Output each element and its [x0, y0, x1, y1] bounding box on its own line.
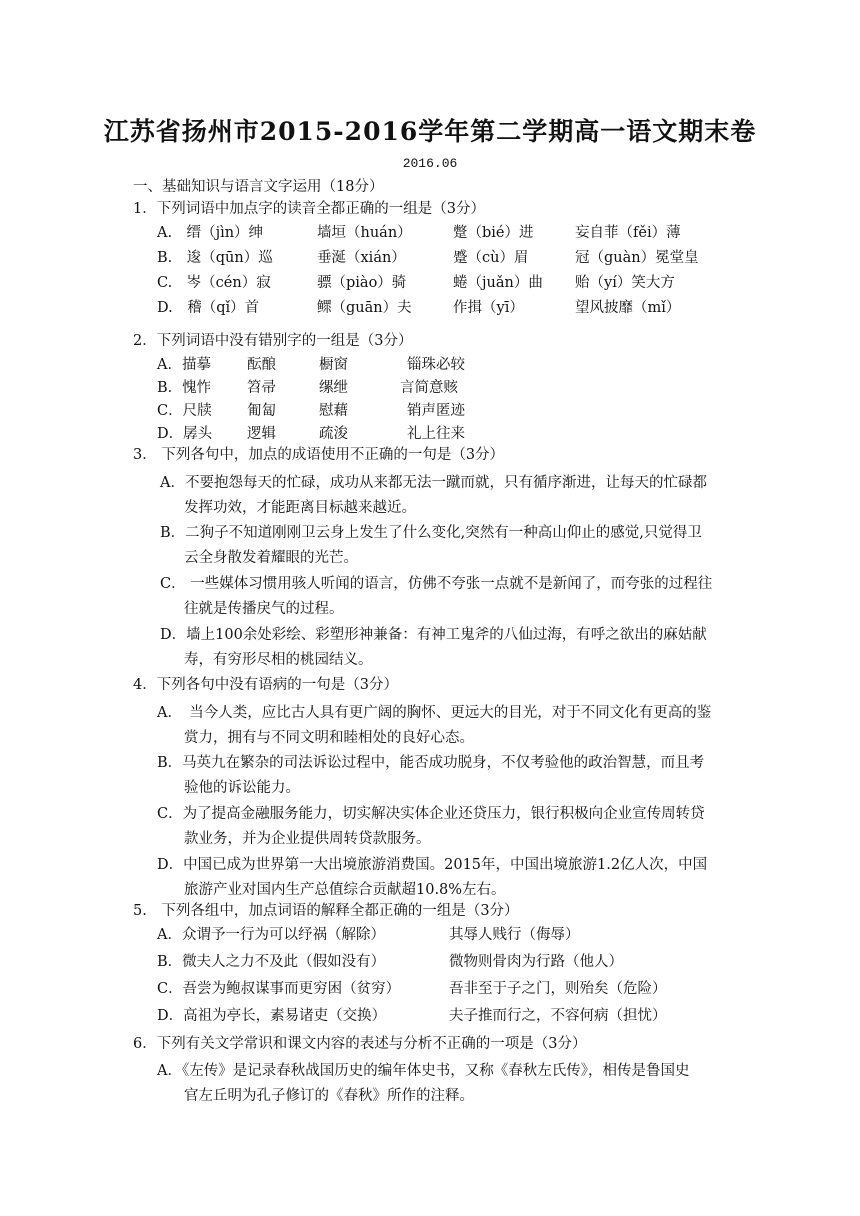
q3-line-1: A．不要抱怨每天的忙碌，成功从来都无法一蹴而就，只有循序渐进，让每天的忙碌都	[160, 475, 707, 491]
q2-b-2: 笤帚	[247, 380, 276, 396]
q1-d-3: 作揖（yī）	[453, 300, 524, 316]
q1-c-3: 蜷（juǎn）曲	[453, 275, 543, 291]
q1-d-2: 鳏（guān）夫	[317, 300, 412, 316]
q3-line-3: B．二狗子不知道刚刚卫云身上发生了什么变化,突然有一种高山仰止的感觉,只觉得卫	[160, 525, 702, 541]
q2-c-1: C．尺牍	[157, 403, 212, 419]
question-1-options	[157, 222, 757, 332]
section-heading: 一、基础知识与语言文字运用（18分）	[133, 179, 384, 195]
q1-d-1: D. 稽（qǐ）首	[157, 300, 260, 316]
q5-a-1: A．众谓予一行为可以纾祸（解除）	[157, 927, 385, 943]
q5-c-1: C．吾尝为鲍叔谋事而更穷困（贫穷）	[157, 981, 401, 997]
q4-line-2: 赏力，拥有与不同文明和睦相处的良好心态。	[184, 730, 474, 746]
q1-c-1: C. 岑（cén）寂	[157, 275, 271, 291]
page-title: 江苏省扬州市2015-2016学年第二学期高一语文期末卷	[103, 117, 757, 146]
q4-line-8: 旅游产业对国内生产总值综合贡献超10.8%左右。	[184, 882, 506, 898]
q2-a-2: 酝酿	[247, 357, 276, 373]
question-2-stem: 2．下列词语中没有错别字的一组是（3分）	[133, 333, 413, 349]
q2-d-2: 逻辑	[247, 426, 276, 442]
q3-line-6: 往就是传播戾气的过程。	[184, 601, 344, 617]
question-2-options	[157, 354, 757, 446]
q4-line-4: 验他的诉讼能力。	[184, 780, 300, 796]
q1-c-2: 骠（piào）骑	[317, 275, 407, 291]
q2-a-4: 锱珠必较	[407, 357, 465, 373]
exam-date: 2016.06	[402, 156, 458, 171]
q6-line-1: A．《左传》是记录春秋战国历史的编年体史书，又称《春秋左氏传》，相传是鲁国史	[157, 1063, 690, 1079]
q5-d-1: D．高祖为亭长，素易诸吏（交换）	[157, 1008, 387, 1024]
q1-b-2: 垂涎（xián）	[317, 250, 406, 266]
q3-line-7: D．墙上100余处彩绘、彩塑形神兼备：有神工鬼斧的八仙过海，有呼之欲出的麻姑献	[160, 627, 707, 643]
q3-line-5: C． 一些媒体习惯用骇人听闻的语言，仿佛不夸张一点就不是新闻了，而夸张的过程往	[160, 576, 713, 592]
q5-b-2: 微物则骨肉为行路（他人）	[449, 954, 623, 970]
q3-line-4: 云全身散发着耀眼的光芒。	[184, 550, 358, 566]
q2-d-1: D．孱头	[157, 426, 213, 442]
q2-d-4: 礼上往来	[407, 426, 465, 442]
question-6-stem: 6．下列有关文学常识和课文内容的表述与分析不正确的一项是（3分）	[133, 1036, 587, 1052]
q2-b-3: 缧绁	[319, 380, 348, 396]
q4-line-5: C．为了提高金融服务能力，切实解决实体企业还贷压力，银行积极向企业宣传周转贷	[157, 806, 705, 822]
q1-b-3: 蹙（cù）眉	[453, 250, 529, 266]
q1-a-4: 妄自菲（fěi）薄	[575, 225, 681, 241]
q5-d-2: 夫子推而行之，不容何病（担忧）	[449, 1008, 667, 1024]
q2-a-3: 橱窗	[319, 357, 348, 373]
q4-line-3: B．马英九在繁杂的司法诉讼过程中，能否成功脱身，不仅考验他的政治智慧，而且考	[157, 755, 705, 771]
q5-c-2: 吾非至于子之门，则殆矣（危险）	[449, 981, 667, 997]
q2-c-4: 销声匿迹	[407, 403, 465, 419]
q2-b-1: B．愧怍	[157, 380, 212, 396]
q2-c-2: 匍匐	[247, 403, 276, 419]
q3-line-2: 发挥功效，才能距离目标越来越近。	[184, 500, 416, 516]
q4-line-7: D．中国已成为世界第一大出境旅游消费国。2015年，中国出境旅游1.2亿人次，中国	[157, 857, 708, 873]
q3-line-8: 寿，有穷形尽相的桃园结义。	[184, 652, 373, 668]
q4-line-6: 款业务，并为企业提供周转贷款服务。	[184, 831, 431, 847]
question-3-stem: 3． 下列各句中，加点的成语使用不正确的一句是（3分）	[133, 447, 505, 463]
question-4-stem: 4．下列各句中没有语病的一句是（3分）	[133, 677, 398, 693]
q4-line-1: A． 当今人类，应比古人具有更广阔的胸怀、更远大的目光，对于不同文化有更高的鉴	[157, 705, 712, 721]
q1-a-2: 墙垣（huán）	[317, 225, 412, 241]
q2-b-4: 言简意赅	[400, 380, 458, 396]
question-5-options	[157, 924, 757, 1034]
q6-line-2: 官左丘明为孔子修订的《春秋》所作的注释。	[184, 1088, 474, 1104]
q5-a-2: 其辱人贱行（侮辱）	[449, 927, 580, 943]
question-1-stem: 1．下列词语中加点字的读音全都正确的一组是（3分）	[133, 201, 485, 217]
q1-d-4: 望风披靡（mǐ）	[575, 300, 681, 316]
q1-a-1: A. 缙（jìn）绅	[157, 225, 264, 241]
question-5-stem: 5. 下列各组中，加点词语的解释全都正确的一组是（3分）	[133, 903, 519, 919]
q1-a-3: 蹩（bié）进	[453, 225, 534, 241]
q2-c-3: 慰藉	[319, 403, 348, 419]
q2-d-3: 疏浚	[319, 426, 348, 442]
q1-c-4: 贻（yí）笑大方	[575, 275, 675, 291]
q1-b-1: B. 逡（qūn）巡	[157, 250, 273, 266]
q2-a-1: A．描摹	[157, 357, 211, 373]
q5-b-1: B．微夫人之力不及此（假如没有）	[157, 954, 386, 970]
q1-b-4: 冠（guàn）冕堂皇	[575, 250, 699, 266]
